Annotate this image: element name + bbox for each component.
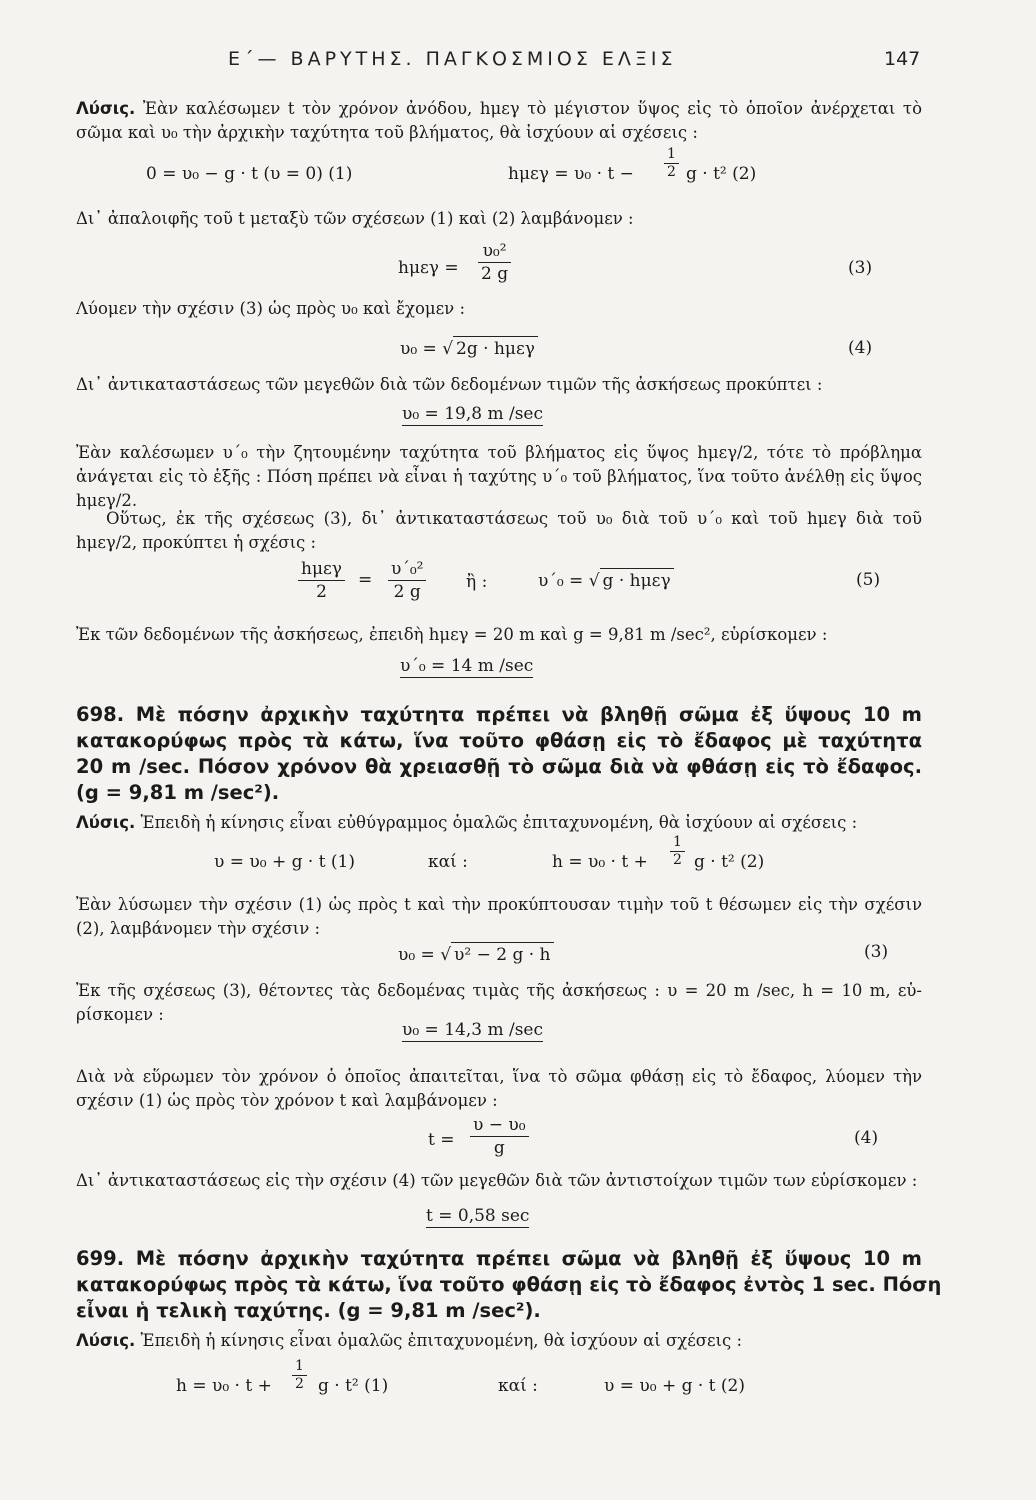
equation-3-lhs: hμεγ = [398, 258, 459, 278]
paragraph-line: Ἐὰν καλέσωμεν υ΄₀ τὴν ζητουμένην ταχύτητα τοῦ βλήματος εἰς ὕψος hμεγ/2, τότε τὸ πρόβλημα [76, 443, 922, 462]
result-underlined: υ₀ = 14,3 m /sec [402, 1020, 544, 1040]
equation-2-right: g · t² (2) [694, 852, 765, 872]
paragraph-line: Οὕτως, ἐκ τῆς σχέσεως (3), δι᾽ ἀντικαταστάσεως τοῦ υ₀ διὰ τοῦ υ΄₀ καὶ τοῦ hμεγ διὰ τοῦ [106, 509, 922, 528]
radical: 2g · hμεγ [453, 336, 538, 361]
paragraph-line: Ἐὰν λύσωμεν τὴν σχέσιν (1) ὡς πρὸς t καὶ τὴν προκύπτουσαν τιμὴν τοῦ t θέσωμεν εἰς τὴν σχέσιν [76, 895, 922, 914]
equation-3-fraction: $\frac{\text{υ₀²}}{2 g}$ [478, 240, 511, 285]
equals-sign: = [358, 570, 373, 590]
paragraph-line: Λύσις. Ἐπειδὴ ἡ κίνησις εἶναι ὁμαλῶς ἐπιταχυνομένη, θὰ ἰσχύουν αἱ σχέσεις : [76, 1331, 743, 1350]
solution-label: Λύσις. [76, 1331, 136, 1350]
equation-number: (4) [854, 1128, 879, 1148]
paragraph-line: hμεγ/2, προκύπτει ἡ σχέσις : [76, 533, 317, 552]
radical: υ² − 2 g · h [451, 942, 553, 967]
result-underlined: t = 0,58 sec [426, 1206, 530, 1226]
kai-label: καί : [428, 852, 468, 872]
problem-698-line: κατακορύφως πρὸς τὰ κάτω, ἵνα τοῦτο φθάσῃ εἰς τὸ ἔδαφος μὲ ταχύτητα [76, 729, 922, 752]
equation-1-left: h = υ₀ · t + [176, 1376, 272, 1396]
equation-1-right: g · t² (1) [318, 1376, 389, 1396]
equation-2: υ = υ₀ + g · t (2) [604, 1376, 745, 1396]
kai-label: καί : [498, 1376, 538, 1396]
paragraph-line: Διὰ νὰ εὕρωμεν τὸν χρόνον ὁ ὁποῖος ἀπαιτεῖται, ἵνα τὸ σῶμα φθάσῃ εἰς τὸ ἔδαφος, λύομεν τὴν [76, 1067, 922, 1086]
page-header [0, 48, 1036, 78]
solution-label: Λύσις. [76, 813, 136, 832]
equation-5-fraction-right: $\frac{\text{υ΄₀²}}{2 g}$ [388, 558, 426, 603]
equation-4-lhs: t = [428, 1130, 455, 1150]
equation-number: (5) [856, 570, 881, 590]
problem-698-line: (g = 9,81 m /sec²). [76, 781, 280, 804]
paragraph-line: Δι᾽ ἀντικαταστάσεως τῶν μεγεθῶν διὰ τῶν δεδομένων τιμῶν τῆς ἀσκήσεως προκύπτει : [76, 375, 823, 394]
problem-698-line: 20 m /sec. Πόσον χρόνον θὰ χρειασθῇ τὸ σῶμα διὰ νὰ φθάσῃ εἰς τὸ ἔδαφος. [76, 755, 922, 778]
problem-699-line: κατακορύφως πρὸς τὰ κάτω, ἵνα τοῦτο φθάσῃ εἰς τὸ ἔδαφος ἐντὸς 1 sec. Πόση [76, 1273, 942, 1296]
result-underlined: υ΄₀ = 14 m /sec [400, 656, 534, 676]
equation-2-left: h = υ₀ · t + [552, 852, 648, 872]
paragraph-line: σχέσιν (1) ὡς πρὸς τὸν χρόνον t καὶ λαμβάνομεν : [76, 1091, 498, 1110]
problem-699-line: 699. Μὲ πόσην ἀρχικὴν ταχύτητα πρέπει σῶμα νὰ βληθῇ ἐξ ὕψους 10 m [76, 1247, 922, 1270]
paragraph-line: Δι᾽ ἀντικαταστάσεως εἰς τὴν σχέσιν (4) τῶν μεγεθῶν διὰ τῶν ἀντιστοίχων τιμῶν των εὑρίσκομεν : [76, 1171, 918, 1190]
equation-number: (4) [848, 338, 873, 358]
equation-number: (3) [864, 942, 889, 962]
equation-1: υ = υ₀ + g · t (1) [214, 852, 355, 872]
equation-1: 0 = υ₀ − g · t (υ = 0) (1) [146, 164, 353, 184]
equation-number: (3) [848, 258, 873, 278]
paragraph-line: Λύομεν τὴν σχέσιν (3) ὡς πρὸς υ₀ καὶ ἔχομεν : [76, 299, 466, 318]
equation-2-right: g · t² (2) [686, 164, 757, 184]
paragraph-line: ρίσκομεν : [76, 1005, 164, 1024]
equation-5-fraction-left: hμεγ 2 [298, 558, 345, 603]
paragraph-line: (2), λαμβάνομεν τὴν σχέσιν : [76, 919, 321, 938]
radical: g · hμεγ [600, 568, 674, 593]
paragraph-line: Ἐκ τῆς σχέσεως (3), θέτοντες τὰς δεδομένας τιμὰς τῆς ἀσκήσεως : υ = 20 m /sec, h = 10 m, εὑ- [76, 981, 922, 1000]
or-label: ἢ : [466, 572, 488, 592]
page-number: 147 [884, 48, 921, 70]
solution-label: Λύσις. [76, 99, 136, 118]
equation-2-left: hμεγ = υ₀ · t − [508, 164, 634, 184]
fraction-half: $\frac{1}{2}$ [664, 146, 679, 181]
paragraph-line: hμεγ/2. [76, 491, 138, 510]
equation-5-rhs: υ΄₀ = √ g · hμεγ [538, 568, 674, 593]
problem-698-line: 698. Μὲ πόσην ἀρχικὴν ταχύτητα πρέπει νὰ βληθῇ σῶμα ἐξ ὕψους 10 m [76, 703, 922, 726]
fraction-half: $\frac{1}{2}$ [292, 1358, 307, 1393]
paragraph-line: σῶμα καὶ υ₀ τὴν ἀρχικὴν ταχύτητα τοῦ βλήματος, θὰ ἰσχύουν αἱ σχέσεις : [76, 123, 698, 142]
paragraph-line: Ἐκ τῶν δεδομένων τῆς ἀσκήσεως, ἐπειδὴ hμεγ = 20 m καὶ g = 9,81 m /sec², εὑρίσκομεν : [76, 625, 828, 644]
paragraph-line: Λύσις. Ἐπειδὴ ἡ κίνησις εἶναι εὐθύγραμμος ὁμαλῶς ἐπιταχυνομένη, θὰ ἰσχύουν αἱ σχέσεις : [76, 813, 858, 832]
result-underlined: υ₀ = 19,8 m /sec [402, 404, 544, 424]
paragraph-line: Λύσις. Ἐὰν καλέσωμεν t τὸν χρόνον ἀνόδου, hμεγ τὸ μέγιστον ὕψος εἰς τὸ ὁποῖον ἀνέρχεται τὸ [76, 99, 922, 118]
paragraph-line: Δι᾽ ἀπαλοιφῆς τοῦ t μεταξὺ τῶν σχέσεων (1) καὶ (2) λαμβάνομεν : [76, 209, 634, 228]
equation-3: υ₀ = √ υ² − 2 g · h [398, 942, 554, 967]
running-title: Ε΄— ΒΑΡΥΤΗΣ. ΠΑΓΚΟΣΜΙΟΣ ΕΛΞΙΣ [228, 48, 677, 70]
fraction-half: $\frac{1}{2}$ [670, 834, 685, 869]
equation-4: υ₀ = √ 2g · hμεγ [400, 336, 538, 361]
paragraph-line: ἀνάγεται εἰς τὸ ἑξῆς : Πόση πρέπει νὰ εἶναι ἡ ταχύτης υ΄₀ τοῦ βλήματος, ἵνα τοῦτο ἀνέλθῃ εἰς ὕψος [76, 467, 922, 486]
problem-699-line: εἶναι ἡ τελικὴ ταχύτης. (g = 9,81 m /sec²). [76, 1299, 541, 1322]
equation-4-fraction: $\frac{\text{υ − υ₀}}{g}$ [470, 1114, 529, 1159]
